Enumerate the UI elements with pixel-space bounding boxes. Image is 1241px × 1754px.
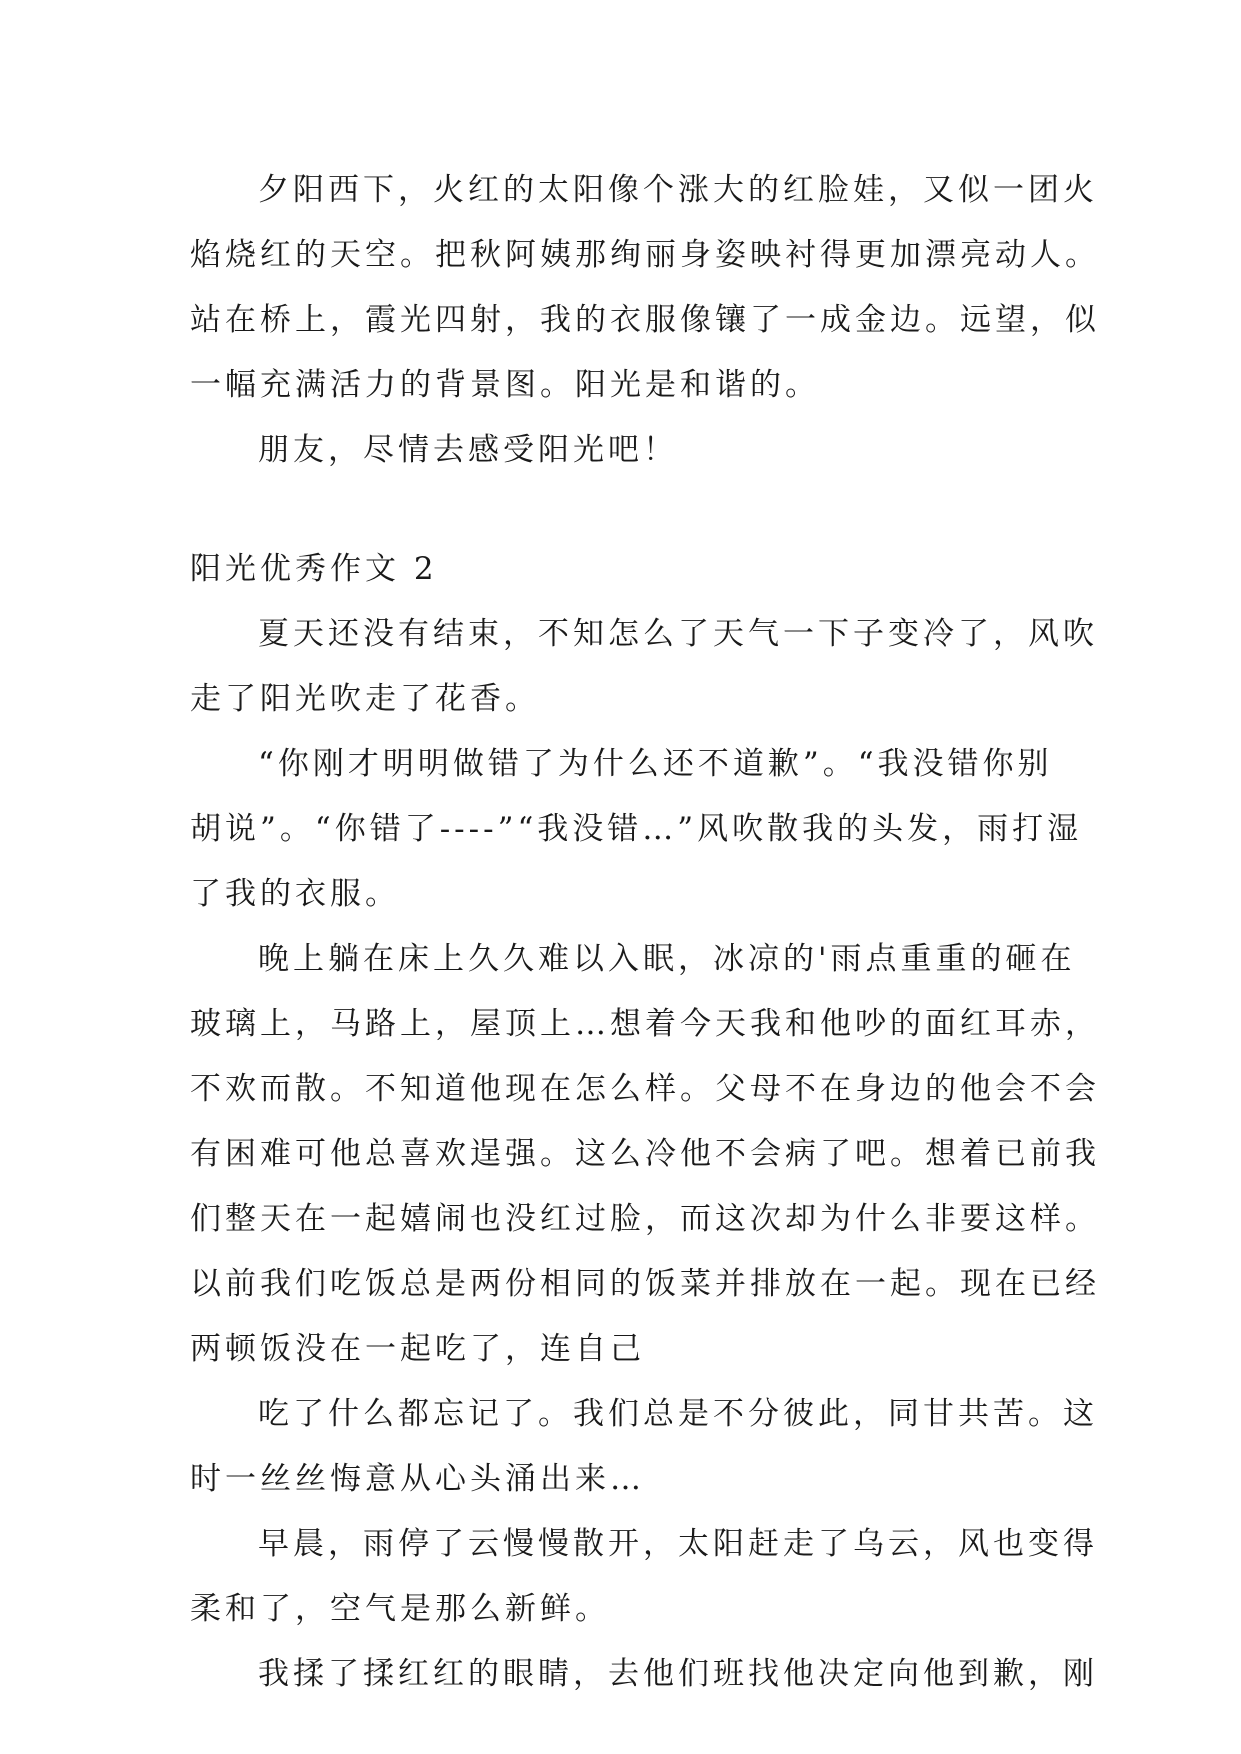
paragraph-line: 早晨，雨停了云慢慢散开，太阳赶走了乌云，风也变得 bbox=[258, 1526, 1098, 1562]
paragraph-line: 站在桥上，霞光四射，我的衣服像镶了一成金边。远望，似 bbox=[190, 302, 1100, 338]
document-page bbox=[190, 158, 1100, 1707]
paragraph-line: 两顿饭没在一起吃了，连自己 bbox=[190, 1331, 645, 1367]
paragraph-line: 晚上躺在床上久久难以入眠，冰凉的'雨点重重的砸在 bbox=[258, 941, 1076, 977]
paragraph-line: 有困难可他总喜欢逞强。这么冷他不会病了吧。想着已前我 bbox=[190, 1136, 1100, 1172]
section-title: 阳光优秀作文 2 bbox=[190, 551, 438, 587]
paragraph-line: 不欢而散。不知道他现在怎么样。父母不在身边的他会不会 bbox=[190, 1071, 1100, 1107]
paragraph-line: 吃了什么都忘记了。我们总是不分彼此，同甘共苦。这 bbox=[258, 1396, 1098, 1432]
section-spacer bbox=[190, 483, 1070, 537]
paragraph-line: 们整天在一起嬉闹也没红过脸，而这次却为什么非要这样。 bbox=[190, 1201, 1100, 1237]
paragraph-line: 了我的衣服。 bbox=[190, 876, 400, 912]
paragraph-line: 焰烧红的天空。把秋阿姨那绚丽身姿映衬得更加漂亮动人。 bbox=[190, 237, 1100, 273]
paragraph-line: 玻璃上，马路上，屋顶上…想着今天我和他吵的面红耳赤， bbox=[190, 1006, 1100, 1042]
paragraph-line: 时一丝丝悔意从心头涌出来… bbox=[190, 1461, 645, 1497]
paragraph-line: 柔和了，空气是那么新鲜。 bbox=[190, 1591, 610, 1627]
paragraph-line: 夕阳西下，火红的太阳像个涨大的红脸娃，又似一团火 bbox=[258, 172, 1098, 208]
paragraph-line: 夏天还没有结束，不知怎么了天气一下子变冷了，风吹 bbox=[258, 616, 1098, 652]
closing-line: 朋友，尽情去感受阳光吧！ bbox=[258, 432, 678, 468]
paragraph-line: 走了阳光吹走了花香。 bbox=[190, 681, 540, 717]
paragraph-line: 我揉了揉红红的眼睛，去他们班找他决定向他到歉，刚 bbox=[258, 1656, 1098, 1692]
paragraph-line: 以前我们吃饭总是两份相同的饭菜并排放在一起。现在已经 bbox=[190, 1266, 1100, 1302]
paragraph-line: 胡说”。“你错了----”“我没错…”风吹散我的头发，雨打湿 bbox=[190, 811, 1083, 847]
paragraph-line: “你刚才明明做错了为什么还不道歉”。“我没错你别 bbox=[258, 746, 1053, 782]
paragraph-line: 一幅充满活力的背景图。阳光是和谐的。 bbox=[190, 367, 820, 403]
